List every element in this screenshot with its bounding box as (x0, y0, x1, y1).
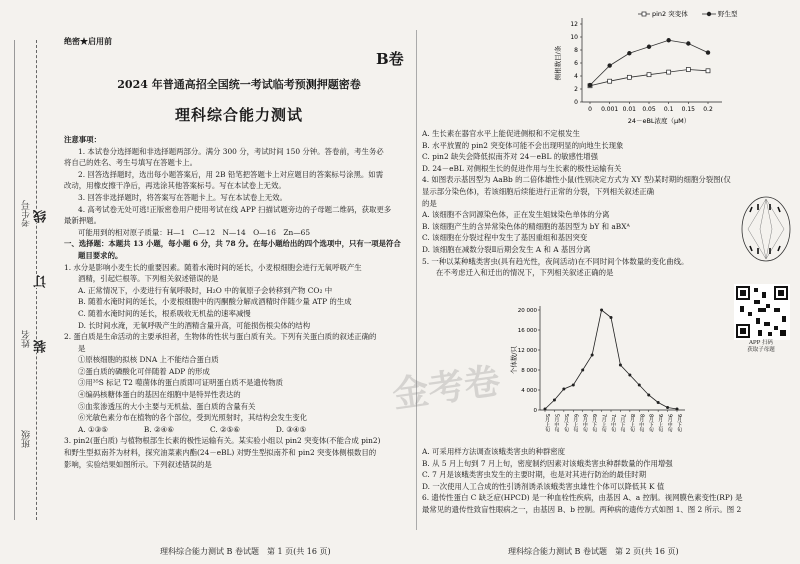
data-point (666, 406, 669, 409)
data-point (647, 45, 651, 49)
population-chart (502, 302, 688, 444)
cell-outline (742, 197, 790, 261)
margin-bind-char: 订 (34, 275, 49, 288)
qr-caption-text: APP 扫码 获取子母题 (747, 340, 775, 353)
question-5-option: C. 7 月是该蛾类害虫发生的主要时期，也是对其进行防治的最佳时期 (422, 470, 647, 480)
question-2-choice: B. ②④⑥ (143, 424, 174, 434)
notice-line: 4. 高考试卷无处可逃!正版密卷用户使用考试在线 APP 扫描试题旁边的子母题二维码，获取更多 (78, 204, 392, 214)
question-2-stem: 是 (78, 343, 86, 353)
page-1-footer: 理科综合能力测试 B 卷试题 第 1 页(共 16 页) (160, 547, 331, 556)
question-5-option: B. 从 5 月上旬到 7 月上旬，密度制约因素对该蛾类害虫种群数量的作用增强 (422, 458, 673, 468)
data-point (572, 384, 575, 387)
x-tick-label: 6月上旬 (572, 414, 579, 433)
notice-line: 改动，用橡皮擦干净后，再选涂其他答案标号。写在本试卷上无效。 (64, 181, 286, 191)
page-2-footer: 理科综合能力测试 B 卷试题 第 2 页(共 16 页) (508, 547, 679, 556)
data-point (706, 50, 710, 54)
question-2-stem: 2. 蛋白质是生命活动的主要承担者，生物体的性状与蛋白质有关。下列有关蛋白质的叙述正确的 (64, 332, 377, 342)
y-tick-label: 4 (574, 73, 578, 81)
data-point (657, 401, 660, 404)
y-tick-label: 4 000 (521, 388, 537, 394)
x-tick-label: 9月上旬 (657, 414, 664, 433)
data-point (647, 394, 650, 397)
data-point (553, 399, 556, 402)
data-point (608, 79, 612, 83)
data-point (591, 354, 594, 357)
y-tick-label: 0 (574, 99, 578, 107)
question-3-option: C. pin2 缺失会降低拟南芥对 24－eBL 的敏感性增强 (422, 152, 599, 162)
question-4-stem: 的是 (422, 198, 437, 208)
data-point (619, 364, 622, 367)
data-point (628, 374, 631, 377)
y-tick-label: 8 000 (521, 368, 537, 374)
data-point (686, 41, 690, 45)
chromosomes (750, 204, 780, 254)
margin-line-char: 线 (34, 210, 49, 223)
question-5-stem: 5. 一种以某种蛾类害虫(具有趋光性，夜间活动)在不同时间个体数量的变化曲线。 (422, 256, 689, 266)
question-2-item: ⑥光敏色素分布在植物的各个部位，受到光照射时，其结构会发生变化 (78, 413, 308, 423)
exam-number-label: 考生号 (22, 200, 32, 227)
class-label: 班级 (22, 430, 32, 448)
subject-title: 理科综合能力测试 (174, 106, 303, 124)
x-tick-label: 7月中旬 (610, 414, 616, 433)
margin-solid-line (14, 40, 15, 520)
data-point (562, 388, 565, 391)
volume-label: B卷 (376, 50, 404, 68)
question-4-option: B. 该细胞产生的含异常染色体的精细胞的基因型为 bY 和 aBXᴬ (422, 221, 630, 231)
y-axis-label: 个体数/只 (510, 345, 518, 375)
watermark: 金考卷 (389, 359, 503, 417)
data-point (581, 369, 584, 372)
data-point (627, 75, 631, 79)
qr-caption (728, 340, 794, 354)
x-tick-label: 6月中旬 (581, 414, 588, 433)
question-1-stem: 1. 水分是影响小麦生长的重要因素。随着水淹时间的延长，小麦根细胞会进行无氧呼吸产生 (64, 262, 362, 272)
y-tick-label: 10 (570, 34, 578, 42)
question-6-stem: 最常见的遗传性致盲性眼病之一，由基因 B、b 控制。两种病的遗传方式如图 1、图 2 所示。图 2 (422, 504, 742, 514)
question-3-stem: 影响，实验结果如图所示。下列叙述错误的是 (64, 459, 212, 469)
question-3-option: A. 生长素在器官水平上能促进侧根和不定根发生 (422, 129, 580, 138)
question-1-stem: 酒精，引起烂根等。下列相关叙述错误的是 (78, 274, 219, 284)
data-point (544, 408, 547, 411)
data-point (667, 70, 671, 74)
y-tick-label: 0 (533, 408, 537, 414)
question-1-option: A. 正常情况下，小麦进行有氧呼吸时，H₂O 中的氧原子会转移到产物 CO₂ 中 (78, 285, 333, 295)
question-2-choice: A. ①③⑤ (78, 424, 108, 434)
x-tick-label: 0.05 (642, 106, 656, 113)
cell-division-figure (740, 194, 792, 264)
legend-label: pin2 突变体 (652, 10, 688, 19)
page-divider (416, 30, 417, 530)
data-point (588, 83, 592, 87)
series-line (545, 310, 677, 409)
x-tick-label: 0.2 (703, 106, 713, 113)
y-axis-label: 侧根数目/条 (554, 45, 562, 81)
section-intro: 题目要求的。 (78, 250, 123, 260)
data-point (706, 69, 710, 73)
notice-line: 最新押题。 (64, 216, 101, 226)
x-tick-label: 0.15 (681, 106, 696, 113)
question-2-item: ②蛋白质的磷酸化可伴随着 ADP 的形成 (78, 366, 210, 376)
data-point (627, 51, 631, 55)
page-1 (64, 6, 414, 558)
question-3-stem: 3. pin2(蛋白质) 与植物根部生长素的极性运输有关。某实验小组以 pin2 突变体(不能合成 pin2) (64, 436, 381, 446)
question-1-option: C. 随着水淹时间的延长，根系吸收无机盐的速率减慢 (78, 308, 251, 318)
question-4-option: D. 该细胞在减数分裂Ⅱ后期会发生 A 和 A 基因分离 (422, 244, 591, 254)
page-2-body-bottom (422, 446, 794, 516)
x-tick-label: 6月下旬 (591, 414, 598, 433)
notice-line: 2. 回答选择题时，选出每小题答案后，用 2B 铅笔把答题卡上对应题目的答案标号涂黑。如需 (78, 169, 384, 179)
question-1-option: D. 长时间水淹，无氧呼吸产生的酒精含量升高，可能损伤根尖体的结构 (78, 320, 311, 330)
x-tick-label: 7月上旬 (600, 414, 607, 433)
data-point (647, 73, 651, 77)
question-3-option: B. 水平放置的 pin2 突变体可能不会出现明显的向地生长现象 (422, 140, 624, 150)
question-2-item: ④编码核糖体蛋白的基因在细胞中是特异性表达的 (78, 390, 241, 400)
data-point (666, 38, 670, 42)
x-tick-label: 8月上旬 (628, 414, 635, 433)
question-2-item: ①原核细胞的拟核 DNA 上不能结合蛋白质 (78, 355, 219, 365)
question-1-option: B. 随着水淹时间的延长，小麦根细胞中的丙酮酸分解成酒精时伴随少量 ATP 的生成 (78, 297, 352, 307)
y-tick-label: 20 000 (517, 308, 537, 314)
notice-line: 将自己的姓名、考生号填写在答题卡上。 (64, 158, 198, 168)
data-point (600, 309, 603, 312)
exam-title: 2024 年普通高招全国统一考试临考预测押题密卷 (117, 78, 361, 91)
x-tick-label: 9月中旬 (666, 414, 673, 433)
legend-label: 野生型 (718, 10, 738, 19)
question-5-option: D. 一次使用人工合成的性引诱剂诱杀该蛾类害虫雄性个体可以降低其 K 值 (422, 481, 665, 491)
x-tick-label: 5月中旬 (553, 414, 560, 433)
data-point (610, 316, 613, 319)
confidential-mark: 绝密★启用前 (64, 36, 112, 46)
y-tick-label: 8 (574, 47, 578, 55)
data-point (638, 384, 641, 387)
x-tick-label: 8月下旬 (647, 414, 654, 433)
question-5-option: A. 可采用样方法调查该蛾类害虫的种群密度 (422, 447, 566, 456)
question-4-stem: 4. 如图表示基因型为 AaBb 的二倍体雄性小鼠(性别决定方式为 XY 型)某时期的细胞分裂图(仅 (422, 175, 731, 185)
page-2-body-top (422, 128, 794, 279)
question-2-item: ③用³⁵S 标记 T2 噬菌体的蛋白质即可证明蛋白质不是遗传物质 (78, 378, 284, 388)
data-point (686, 68, 690, 72)
question-2-choice: D. ③④⑤ (275, 424, 307, 434)
legend-marker (707, 12, 711, 16)
name-label: 姓名 (22, 330, 32, 348)
y-tick-label: 16 000 (517, 328, 537, 334)
question-5-stem: 在不考虑迁入和迁出的情况下，下列相关叙述正确的是 (436, 268, 614, 278)
data-point (607, 63, 611, 67)
page-2 (422, 6, 794, 558)
notice-line: 1. 本试卷分选择题和非选择题两部分。满分 300 分，考试时间 150 分钟。答卷前，考生务必 (78, 146, 384, 156)
qr-code[interactable] (734, 284, 790, 340)
x-tick-label: 8月中旬 (638, 414, 645, 433)
lateral-root-chart (540, 6, 794, 130)
question-2-choices (64, 424, 414, 436)
question-2-choice: C. ②⑤⑥ (209, 424, 240, 434)
question-6-stem: 6. 遗传性蛋白 C 缺乏症(HPCD) 是一种血栓性疾病，由基因 A、a 控制。视网膜色素变性(RP) 是 (422, 493, 743, 503)
margin-fold-char: 装 (34, 340, 49, 353)
x-tick-label: 0.01 (622, 106, 637, 113)
data-point (676, 408, 679, 411)
question-2-item: ⑤血浆渗透压的大小主要与无机盐、蛋白质的含量有关 (78, 401, 256, 411)
legend-marker (642, 12, 646, 16)
y-tick-label: 12 (570, 21, 578, 29)
notice-heading: 注意事项： (64, 135, 101, 144)
x-tick-label: 9月下旬 (676, 414, 682, 433)
x-tick-label: 5月下旬 (562, 414, 569, 433)
question-4-stem: 显示部分染色体)，若该细胞后续能进行正常的分裂，下列相关叙述正确 (422, 186, 654, 196)
atomic-mass-line: 可能用到的相对原子质量：H—1 C—12 N—14 O—16 Zn—65 (78, 227, 311, 237)
y-tick-label: 2 (574, 86, 578, 94)
section-intro: 一、选择题：本题共 13 小题，每小题 6 分，共 78 分。在每小题给出的四个选项中，只有一项是符合 (64, 239, 401, 249)
x-tick-label: 0.1 (663, 106, 674, 113)
x-tick-label: 5月上旬 (544, 414, 550, 433)
notice-line: 3. 回答非选择题时，将答案写在答题卡上。写在本试卷上无效。 (78, 192, 287, 202)
question-3-stem: 和野生型拟南芥为材料，探究油菜素内酯(24－eBL) 对野生型拟南芥和 pin2 突变体侧根数目的 (64, 448, 377, 458)
x-tick-label: 0 (588, 106, 592, 113)
x-tick-label: 0.001 (601, 106, 619, 113)
question-3-option: D. 24－eBL 对侧根生长的促进作用与生长素的极性运输有关 (422, 163, 622, 173)
question-4-option: A. 该细胞不含同源染色体，正在发生姐妹染色单体的分离 (422, 210, 610, 220)
page-1-body (64, 134, 414, 470)
x-tick-label: 7月下旬 (619, 414, 626, 433)
y-tick-label: 6 (574, 60, 578, 68)
question-4-option: C. 该细胞在分裂过程中发生了基因重组和基因突变 (422, 233, 588, 243)
binding-margin (0, 0, 58, 564)
x-axis-label: 24－eBL浓度（μM） (627, 117, 691, 125)
y-tick-label: 12 000 (517, 348, 537, 354)
